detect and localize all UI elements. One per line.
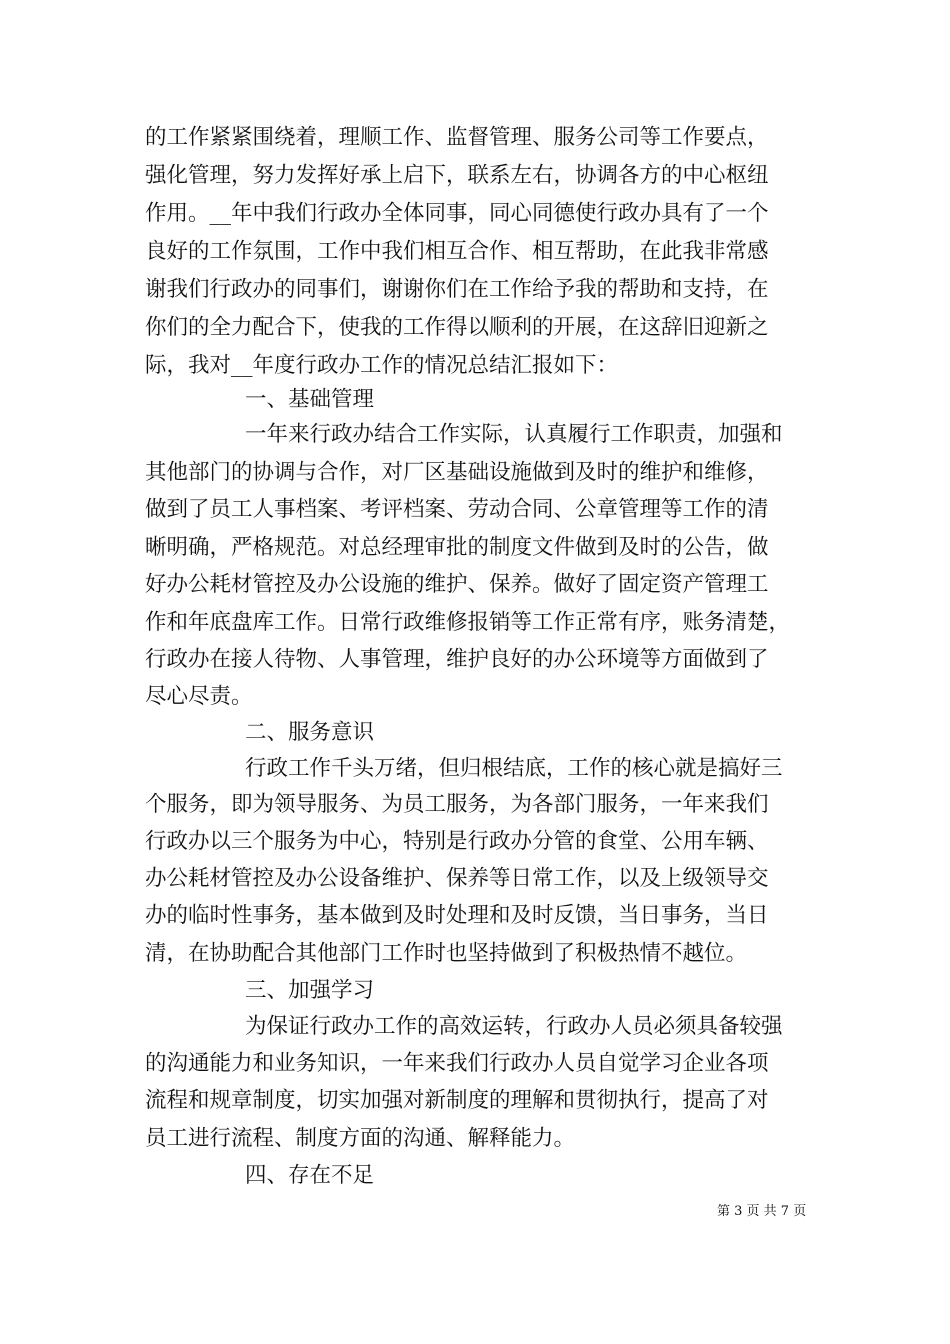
text-line: 为保证行政办工作的高效运转，行政办人员必须具备较强 [245, 1014, 783, 1039]
section-heading: 二、服务意识 [245, 720, 375, 745]
text-line: 尽心尽责。 [145, 684, 253, 709]
text-line: 良好的工作氛围，工作中我们相互合作、相互帮助，在此我非常感 [145, 239, 769, 264]
text-line: 作用。__年中我们行政办全体同事，同心同德使行政办具有了一个 [145, 201, 769, 226]
text-line: 办公耗材管控及办公设备维护、保养等日常工作，以及上级领导交 [145, 866, 769, 891]
text-line: 的沟通能力和业务知识，一年来我们行政办人员自觉学习企业各项 [145, 1051, 769, 1076]
text-line: 作和年底盘库工作。日常行政维修报销等工作正常有序，账务清楚， [145, 610, 791, 635]
text-line: 其他部门的协调与合作，对厂区基础设施做到及时的维护和维修， [145, 460, 769, 485]
text-line: 流程和规章制度，切实加强对新制度的理解和贯彻执行，提高了对 [145, 1088, 769, 1113]
text-line: 的工作紧紧围绕着，理顺工作、监督管理、服务公司等工作要点， [145, 125, 769, 150]
text-line: 行政工作千头万绪，但归根结底，工作的核心就是搞好三 [245, 756, 783, 781]
text-line: 际，我对__年度行政办工作的情况总结汇报如下： [145, 353, 619, 378]
text-line: 强化管理，努力发挥好承上启下，联系左右，协调各方的中心枢纽 [145, 163, 769, 188]
section-heading: 一、基础管理 [245, 387, 375, 412]
text-line: 员工进行流程、制度方面的沟通、解释能力。 [145, 1126, 576, 1151]
section-heading: 四、存在不足 [245, 1163, 375, 1188]
text-line: 晰明确，严格规范。对总经理审批的制度文件做到及时的公告，做 [145, 535, 769, 560]
text-line: 清，在协助配合其他部门工作时也坚持做到了积极热情不越位。 [145, 941, 748, 966]
text-line: 一年来行政办结合工作实际，认真履行工作职责，加强和 [245, 422, 783, 447]
text-line: 行政办在接人待物、人事管理，维护良好的办公环境等方面做到了 [145, 647, 769, 672]
page-number: 第 3 页 共 7 页 [717, 1204, 807, 1219]
text-line: 好办公耗材管控及办公设施的维护、保养。做好了固定资产管理工 [145, 572, 769, 597]
text-line: 行政办以三个服务为中心，特别是行政办分管的食堂、公用车辆、 [145, 829, 769, 854]
text-line: 办的临时性事务，基本做到及时处理和及时反馈，当日事务，当日 [145, 903, 769, 928]
text-line: 谢我们行政办的同事们，谢谢你们在工作给予我的帮助和支持，在 [145, 277, 769, 302]
section-heading: 三、加强学习 [245, 978, 375, 1003]
text-line: 做到了员工人事档案、考评档案、劳动合同、公章管理等工作的清 [145, 497, 769, 522]
text-line: 个服务，即为领导服务、为员工服务，为各部门服务，一年来我们 [145, 792, 769, 817]
text-line: 你们的全力配合下，使我的工作得以顺利的开展，在这辞旧迎新之 [145, 315, 769, 340]
